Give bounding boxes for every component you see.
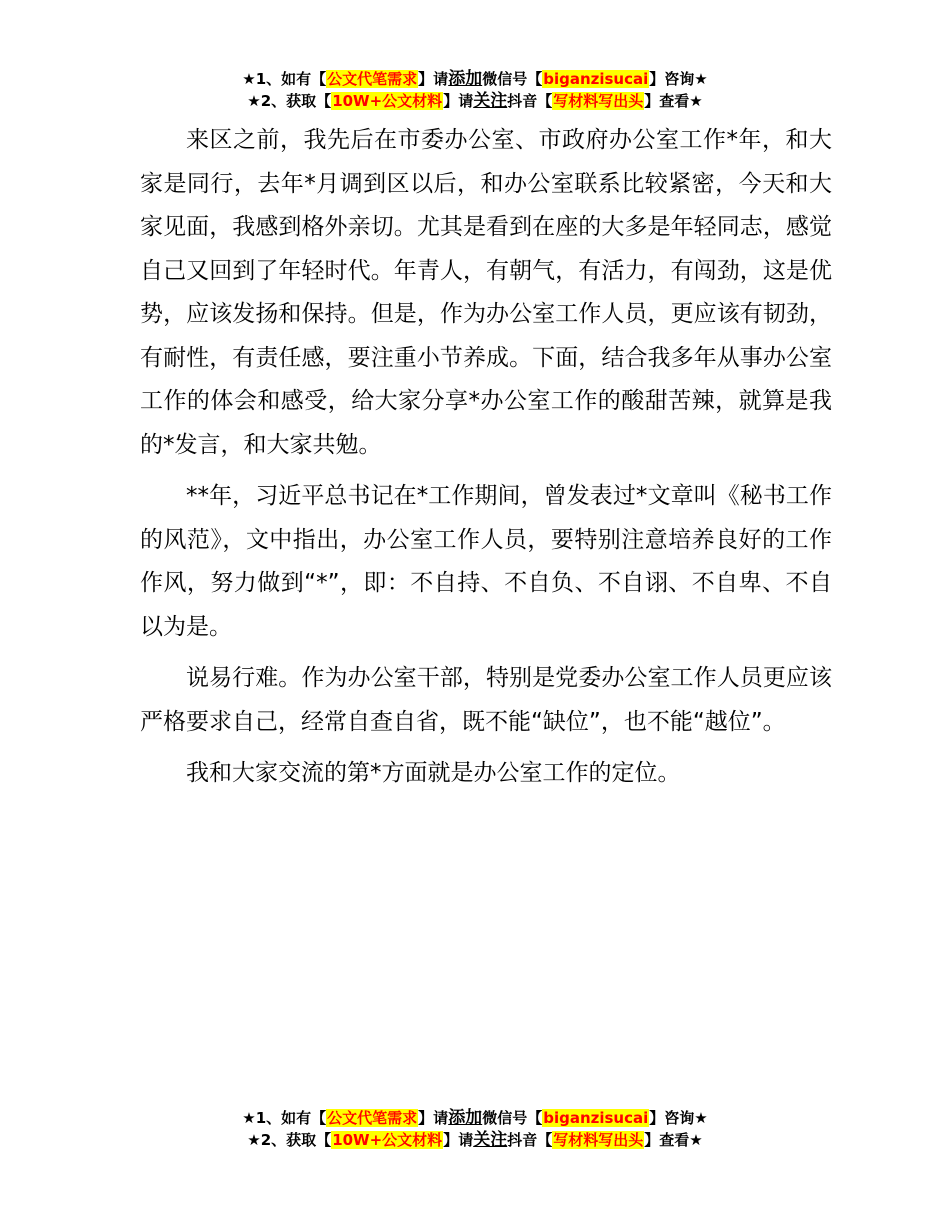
highlight-materials: 10W+公文材料: [332, 1131, 443, 1149]
document-body: [140, 119, 832, 804]
banner-text: 】咨询★: [649, 70, 708, 88]
highlight-materials: 10W+公文材料: [332, 92, 443, 110]
banner-text: 】请: [443, 92, 474, 110]
banner-text: 微信号【: [482, 70, 543, 88]
banner-text: 抖音【: [507, 1131, 553, 1149]
banner-text: ★1、如有【: [242, 70, 327, 88]
paragraph-easier-said: 说易行难。作为办公室干部，特别是党委办公室工作人员更应该严格要求自己，经常自查自省，既不能“缺位”，也不能“越位”。: [140, 665, 832, 735]
banner-text: ★2、获取【: [247, 92, 332, 110]
highlight-douyin-account: 写材料写出头: [553, 92, 644, 110]
banner-line-1: [0, 68, 950, 90]
emphasis-add: 添加: [448, 1108, 483, 1128]
banner-text: ★1、如有【: [242, 1109, 327, 1127]
banner-line-2: [0, 1129, 950, 1151]
banner-text: 】查看★: [644, 1131, 703, 1149]
highlight-wechat-id: biganzisucai: [543, 1109, 649, 1127]
paragraph-intro: 来区之前，我先后在市委办公室、市政府办公室工作*年，和大家是同行，去年*月调到区以后，和办公室联系比较紧密，今天和大家见面，我感到格外亲切。尤其是看到在座的大多是年轻同志，感觉自己又回到了年轻时代。年青人，有朝气，有活力，有闯劲，这是优势，应该发扬和保持。但是，作为办公室工作人员，更应该有韧劲，有耐性，有责任感，要注重小节养成。下面，结合我多年从事办公室工作的体会和感受，给大家分享*办公室工作的酸甜苦辣，就算是我的*发言，和大家共勉。: [140, 127, 832, 458]
paragraph-secretary-style: **年，习近平总书记在*工作期间，曾发表过*文章叫《秘书工作的风范》，文中指出，办公室工作人员，要特别注意培养良好的工作作风，努力做到“*”，即：不自持、不自负、不自诩、不自卑、不自以为是。: [140, 483, 832, 640]
header-banner: [0, 68, 950, 112]
emphasis-follow: 关注: [473, 91, 508, 111]
emphasis-add: 添加: [448, 69, 483, 89]
paragraph-positioning: 我和大家交流的第*方面就是办公室工作的定位。: [186, 760, 681, 786]
banner-text: 】查看★: [644, 92, 703, 110]
banner-text: 抖音【: [507, 92, 553, 110]
highlight-wechat-id: biganzisucai: [543, 70, 649, 88]
banner-line-1: [0, 1107, 950, 1129]
highlight-douyin-account: 写材料写出头: [553, 1131, 644, 1149]
footer-banner: [0, 1107, 950, 1151]
banner-text: 微信号【: [482, 1109, 543, 1127]
banner-line-2: [0, 90, 950, 112]
highlight-service: 公文代笔需求: [327, 1109, 418, 1127]
banner-text: 】请: [418, 1109, 449, 1127]
banner-text: 】请: [443, 1131, 474, 1149]
highlight-service: 公文代笔需求: [327, 70, 418, 88]
banner-text: ★2、获取【: [247, 1131, 332, 1149]
banner-text: 】咨询★: [649, 1109, 708, 1127]
emphasis-follow: 关注: [473, 1130, 508, 1150]
banner-text: 】请: [418, 70, 449, 88]
